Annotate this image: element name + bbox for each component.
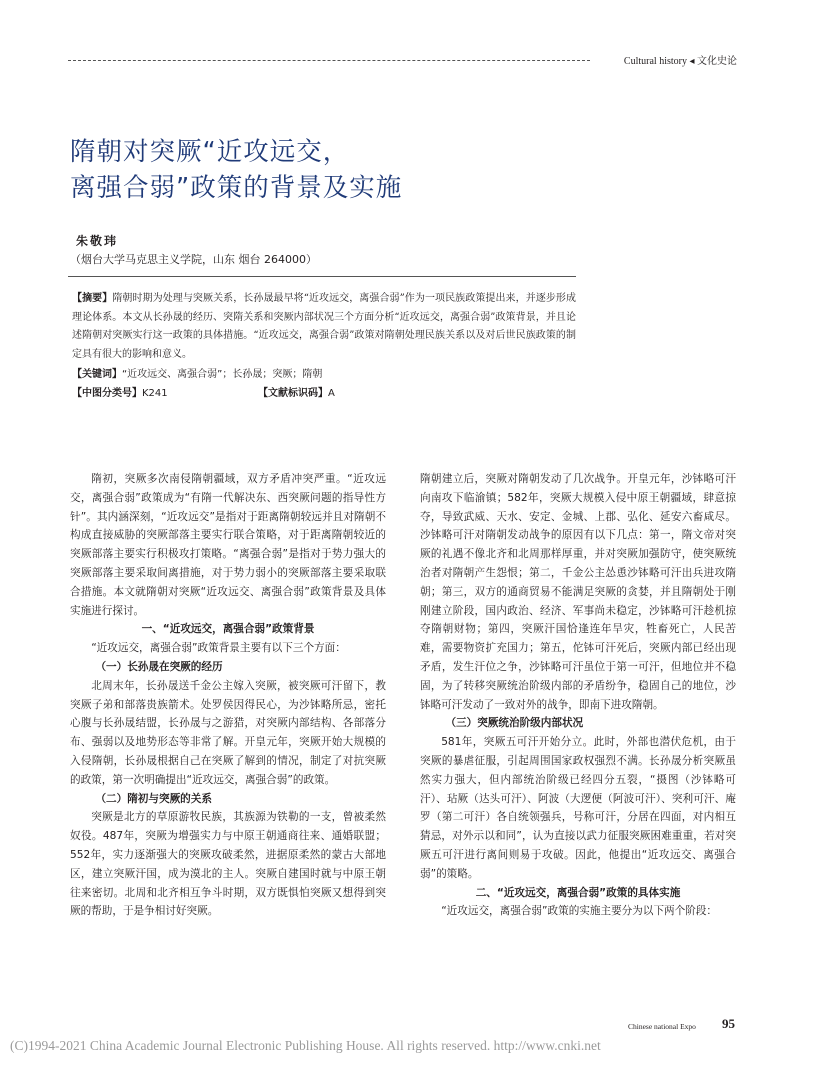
paragraph: 581年，突厥五可汗开始分立。此时，外部也潜伏危机，由于突厥的暴虐征服，引起周围国家政权强烈不满。长孙晟分析突厥虽然实力强大，但内部统治阶级已经四分五裂，“摄图（沙钵略可汗）、玷厥（达头可汗）、阿波（大逻便（阿波可汗）、突利可汗、庵罗（第二可汗）各自统领强兵，号称可汗，分居在四面，对内相互猜忌，对外示以和同”，认为直接以武力征服突厥困难重重，若对突厥五可汗进行离间则易于攻破。因此，他提出“近攻远交、离强合弱”的策略。 — [420, 736, 736, 880]
doc-code-label: 【文献标识码】 — [258, 388, 328, 399]
running-header: Cultural history ◂ 文化史论 — [623, 56, 737, 67]
copyright-watermark: (C)1994-2021 China Academic Journal Electronic Publishing House. All rights reserved. http://www.cnki.net — [10, 1038, 601, 1053]
section-heading-2: 二、“近攻远交，离强合弱”政策的具体实施 — [475, 886, 681, 899]
subsection-heading-1-2: （二）隋初与突厥的关系 — [95, 792, 212, 805]
header-dashed-rule — [68, 60, 590, 61]
doc-code-value: A — [328, 388, 335, 399]
paragraph: 隋初，突厥多次南侵隋朝疆域，双方矛盾冲突严重。“近攻远交，离强合弱”政策成为“有隋一代解决东、西突厥问题的指导性方针”。其内涵深刻，“近攻远交”是指对于距离隋朝较远并且对隋朝不构成直接威胁的突厥部落主要实行联合策略，对于距离隋朝较近的突厥部落主要实行积极攻打策略。“离强合弱”是指对于势力强大的突厥部落主要采取间离措施，对于势力弱小的突厥部落主要采取联合措施。本文就隋朝对突厥“近攻远交、离强合弱”政策背景及具体实施进行探讨。 — [70, 473, 386, 617]
paragraph: 隋朝建立后，突厥对隋朝发动了几次战争。开皇元年，沙钵略可汗向南攻下临渝镇；582年，突厥大规模入侵中原王朝疆域，肆意掠夺，导致武威、天水、安定、金城、上郡、弘化、延安六畜咸尽。沙钵略可汗对隋朝发动战争的原因有以下几点：第一，隋文帝对突厥的礼遇不像北齐和北周那样厚重，并对突厥加强防守，使突厥统治者对隋朝产生怨恨；第二，千金公主怂恿沙钵略可汗出兵进攻隋朝；第三，双方的通商贸易不能满足突厥的贪婪，并且隋朝处于刚刚建立阶段，国内政治、经济、军事尚未稳定，沙钵略可汗趁机掠夺隋朝财物；第四，突厥汗国恰逢连年旱灾，牲畜死亡，人民苦难，需要物资扩充国力；第五，佗钵可汗死后，突厥内部已经出现矛盾，发生汗位之争，沙钵略可汗虽位于第一可汗，但地位并不稳固，为了转移突厥统治阶级内部的矛盾纷争，稳固自己的地位，沙钵略可汗发动了一致对外的战争，即南下进攻隋朝。 — [420, 473, 736, 711]
keywords-label: 【关键词】 — [72, 369, 122, 380]
keywords-line — [72, 365, 322, 380]
author-name: 朱敬玮 — [76, 234, 119, 248]
abstract-label: 【摘要】 — [72, 293, 113, 304]
abstract-block — [72, 290, 576, 365]
title-line-1: 隋朝对突厥“近攻远交， — [70, 137, 350, 167]
section-heading-1: 一、“近攻远交，离强合弱”政策背景 — [141, 623, 315, 636]
subsection-heading-1-1: （一）长孙晟在突厥的经历 — [95, 660, 223, 673]
page-number: 95 — [722, 1016, 735, 1031]
clc-label: 【中图分类号】 — [72, 388, 142, 399]
author-affiliation: （烟台大学马克思主义学院，山东 烟台 264000） — [70, 253, 317, 266]
abstract-top-rule — [68, 276, 576, 277]
article-title — [70, 134, 402, 206]
paragraph: “近攻远交，离强合弱”政策背景主要有以下三个方面： — [91, 642, 346, 655]
title-line-2: 离强合弱”政策的背景及实施 — [70, 173, 403, 203]
body-left-column — [70, 470, 386, 921]
paragraph: 北周末年，长孙晟送千金公主嫁入突厥，被突厥可汗留下，教突厥子弟和部落贵族箭术。处罗侯因得民心，为沙钵略所忌，密托心腹与长孙晟结盟，长孙晟与之游猎，对突厥内部结构、各部落分布、强弱以及地势形态等非常了解。开皇元年，突厥开始大规模的入侵隋朝，长孙晟根据自己在突厥了解到的情况，制定了对抗突厥的政策，第一次明确提出“近攻远交，离强合弱”的政策。 — [70, 679, 386, 786]
doc-code-group — [258, 384, 335, 399]
body-right-column — [420, 470, 736, 921]
paragraph: “近攻远交，离强合弱”政策的实施主要分为以下两个阶段： — [441, 905, 718, 918]
classification-line — [72, 384, 576, 399]
abstract-text: 隋朝时期为处理与突厥关系，长孙晟最早将“近攻远交，离强合弱”作为一项民族政策提出来，并逐步形成理论体系。本文从长孙晟的经历、突隋关系和突厥内部状况三个方面分析“近攻远交，离强合弱”政策背景，并且论述隋朝对突厥实行这一政策的具体措施。“近攻远交，离强合弱”政策对隋朝处理民族关系以及对后世民族政策的制定具有很大的影响和意义。 — [72, 293, 577, 361]
keywords-text: “近攻远交、离强合弱”；长孙晟；突厥；隋朝 — [122, 369, 323, 380]
paragraph: 突厥是北方的草原游牧民族，其族源为铁勒的一支，曾被柔然奴役。487年，突厥为增强实力与中原王朝通商往来、通婚联盟；552年，实力逐渐强大的突厥攻破柔然，进据原柔然的蒙古大部地区，建立突厥汗国，成为漠北的主人。突厥自建国时就与中原王朝往来密切。北周和北齐相互争斗时期，双方既惧怕突厥又想得到突厥的帮助，于是争相讨好突厥。 — [70, 811, 386, 918]
subsection-heading-1-3: （三）突厥统治阶级内部状况 — [445, 717, 584, 730]
clc-value: K241 — [142, 388, 168, 399]
journal-name: Chinese national Expo — [628, 1022, 696, 1031]
